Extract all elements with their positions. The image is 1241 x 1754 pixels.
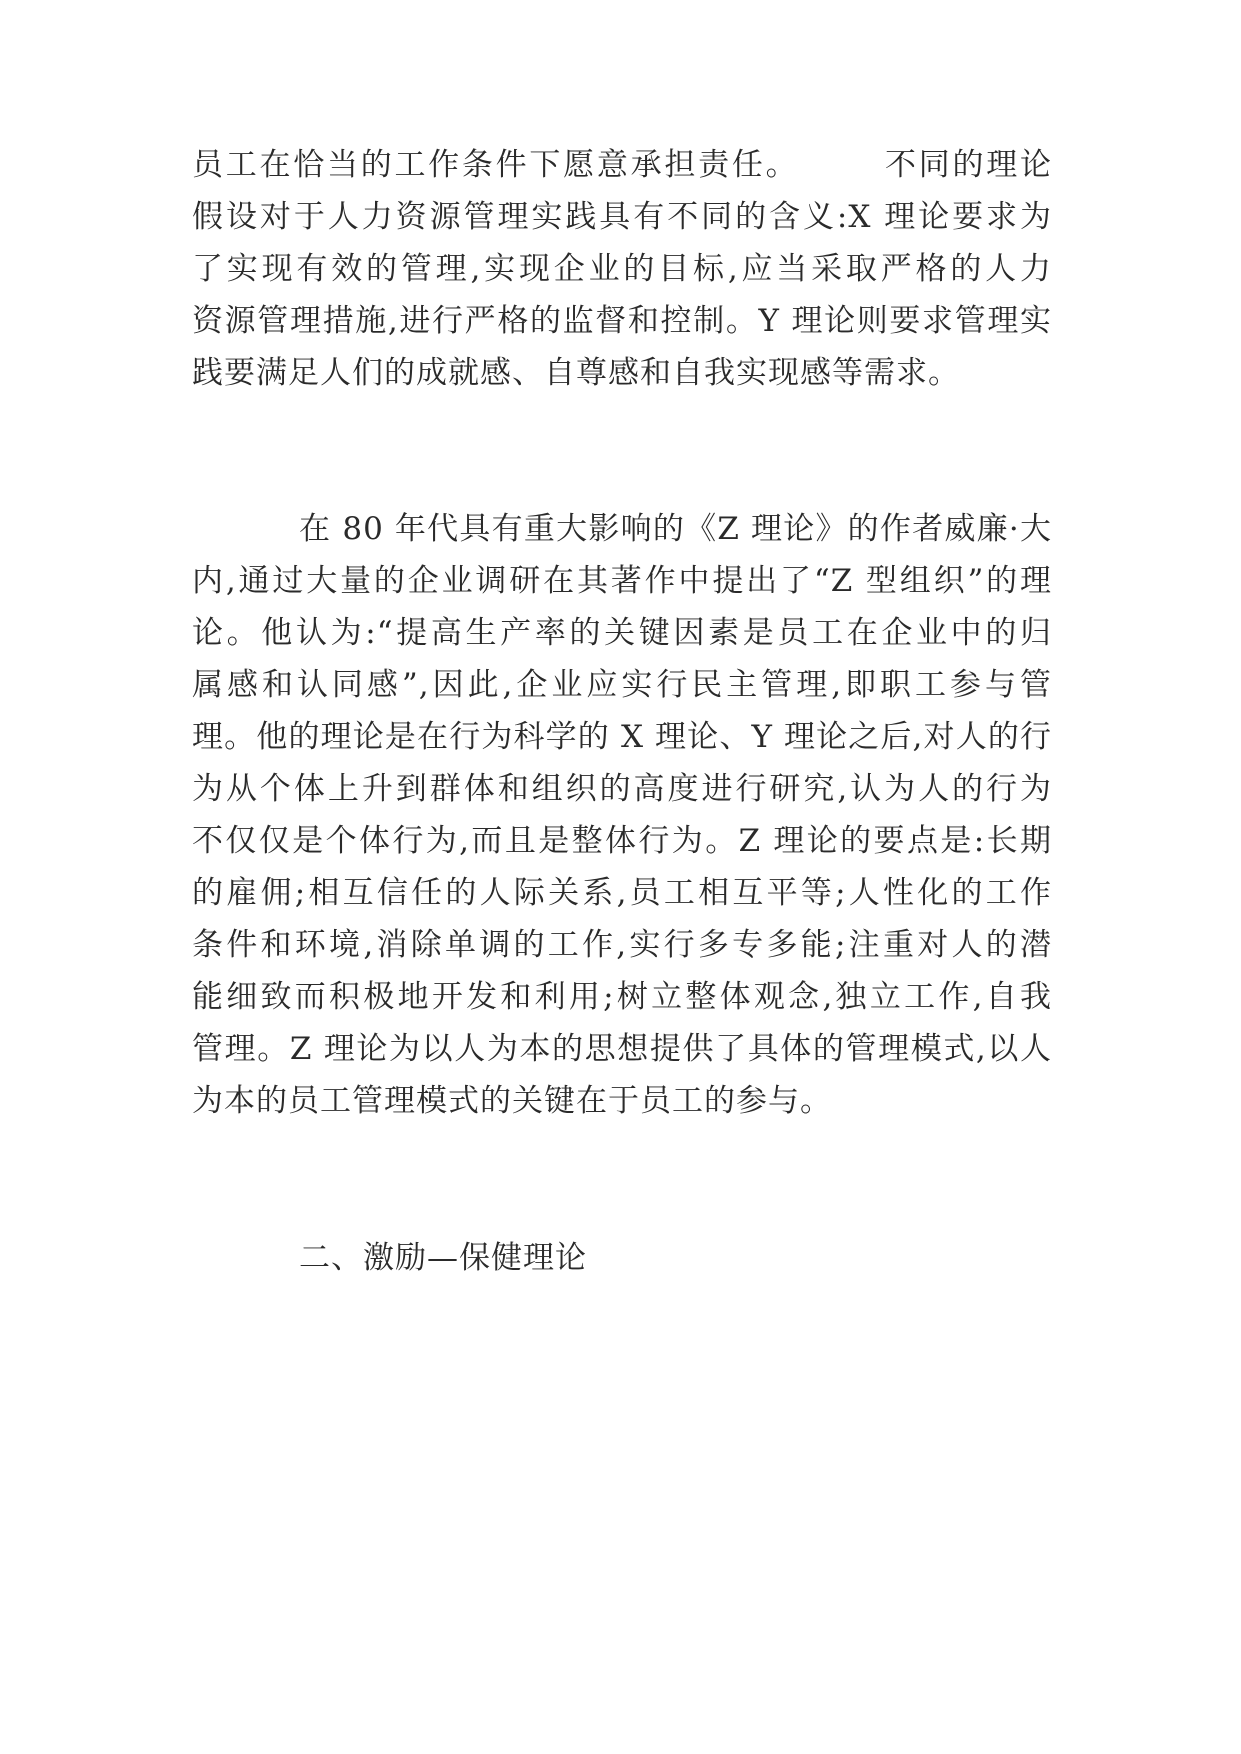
section-heading: 二、激励—保健理论 xyxy=(299,1240,587,1276)
paragraph-2-line-10: 能细致而积极地开发和利用;树立整体观念,独立工作,自我 xyxy=(192,979,1052,1015)
paragraph-2-line-7: 不仅仅是个体行为,而且是整体行为。Z 理论的要点是:长期 xyxy=(192,823,1052,859)
paragraph-2-line-12: 为本的员工管理模式的关键在于员工的参与。 xyxy=(192,1083,832,1119)
paragraph-2-line-9: 条件和环境,消除单调的工作,实行多专多能;注重对人的潜 xyxy=(192,927,1052,963)
paragraph-2-line-3: 论。他认为:“提高生产率的关键因素是员工在企业中的归 xyxy=(192,615,1052,651)
paragraph-2-line-4: 属感和认同感”,因此,企业应实行民主管理,即职工参与管 xyxy=(192,667,1052,703)
paragraph-2-line-2: 内,通过大量的企业调研在其著作中提出了“Z 型组织”的理 xyxy=(192,563,1052,599)
paragraph-1-line-1: 员工在恰当的工作条件下愿意承担责任。 不同的理论 xyxy=(192,147,1052,183)
paragraph-1-line-5: 践要满足人们的成就感、自尊感和自我实现感等需求。 xyxy=(192,355,960,391)
paragraph-2-line-11: 管理。Z 理论为以人为本的思想提供了具体的管理模式,以人 xyxy=(192,1031,1052,1067)
paragraph-1-line-3: 了实现有效的管理,实现企业的目标,应当采取严格的人力 xyxy=(192,251,1052,287)
paragraph-2-line-1: 在 80 年代具有重大影响的《Z 理论》的作者威廉·大 xyxy=(299,511,1052,547)
paragraph-2-line-8: 的雇佣;相互信任的人际关系,员工相互平等;人性化的工作 xyxy=(192,875,1052,911)
paragraph-2-line-6: 为从个体上升到群体和组织的高度进行研究,认为人的行为 xyxy=(192,771,1052,807)
paragraph-1-line-4: 资源管理措施,进行严格的监督和控制。Y 理论则要求管理实 xyxy=(192,303,1052,339)
paragraph-2-line-5: 理。他的理论是在行为科学的 X 理论、Y 理论之后,对人的行 xyxy=(192,719,1052,755)
paragraph-1-line-2: 假设对于人力资源管理实践具有不同的含义:X 理论要求为 xyxy=(192,199,1052,235)
